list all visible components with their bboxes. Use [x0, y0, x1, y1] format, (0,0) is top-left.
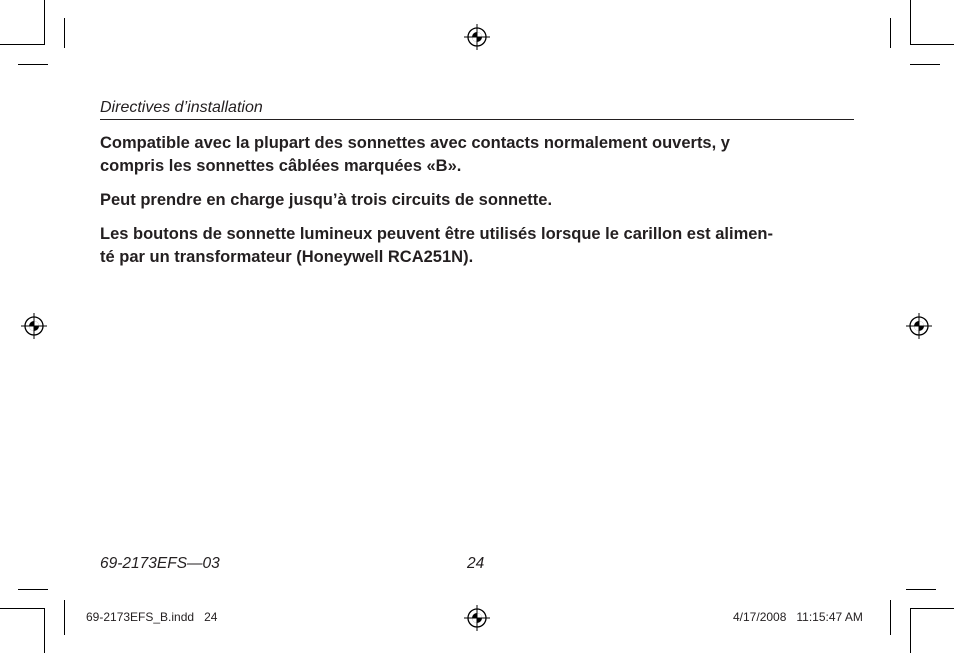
page-number: 24 [467, 555, 485, 572]
section-title: Directives d’installation [100, 99, 263, 116]
crop-mark-top-right-h [910, 44, 954, 45]
crop-mark-bottom-right-h [906, 589, 936, 590]
slug-timestamp: 4/17/2008 11:15:47 AM [733, 610, 863, 624]
crop-mark-top-right-v1 [910, 0, 911, 45]
crop-mark-top-right-h2 [910, 64, 940, 65]
crop-mark-top-left-h2 [18, 64, 48, 65]
paragraph-line: Compatible avec la plupart des sonnettes avec contacts normalement ouverts, y [100, 134, 730, 152]
crop-mark-top-right-v2 [890, 18, 891, 48]
paragraph-compatibility [100, 132, 860, 178]
crop-mark-bottom-right-h2 [910, 608, 954, 609]
registration-mark-icon [21, 313, 47, 339]
slug-filename: 69-2173EFS_B.indd 24 [86, 610, 218, 624]
paragraph-line: té par un transformateur (Honeywell RCA251N). [100, 248, 474, 266]
body-content [100, 132, 860, 280]
paragraph-lighted-buttons [100, 223, 860, 269]
crop-mark-top-left-v1 [44, 0, 45, 45]
crop-mark-bottom-right-v1 [910, 608, 911, 653]
crop-mark-bottom-left-h [18, 589, 48, 590]
paragraph-line: Les boutons de sonnette lumineux peuvent être utilisés lorsque le carillon est alimen- [100, 225, 773, 243]
registration-mark-icon [906, 313, 932, 339]
registration-mark-icon [464, 24, 490, 50]
crop-mark-bottom-left-v1 [44, 608, 45, 653]
paragraph-line: compris les sonnettes câblées marquées «B». [100, 157, 462, 175]
crop-mark-top-left-h [0, 44, 45, 45]
header-rule [100, 119, 854, 120]
crop-mark-top-left-v2 [64, 18, 65, 48]
crop-mark-bottom-right-v2 [890, 600, 891, 635]
paragraph-line: Peut prendre en charge jusqu’à trois circuits de sonnette. [100, 191, 553, 209]
registration-mark-icon [464, 605, 490, 631]
crop-mark-bottom-left-v2 [64, 600, 65, 635]
crop-mark-bottom-left-h2 [0, 608, 45, 609]
doc-number: 69-2173EFS—03 [100, 555, 220, 572]
paragraph-circuits [100, 189, 860, 212]
